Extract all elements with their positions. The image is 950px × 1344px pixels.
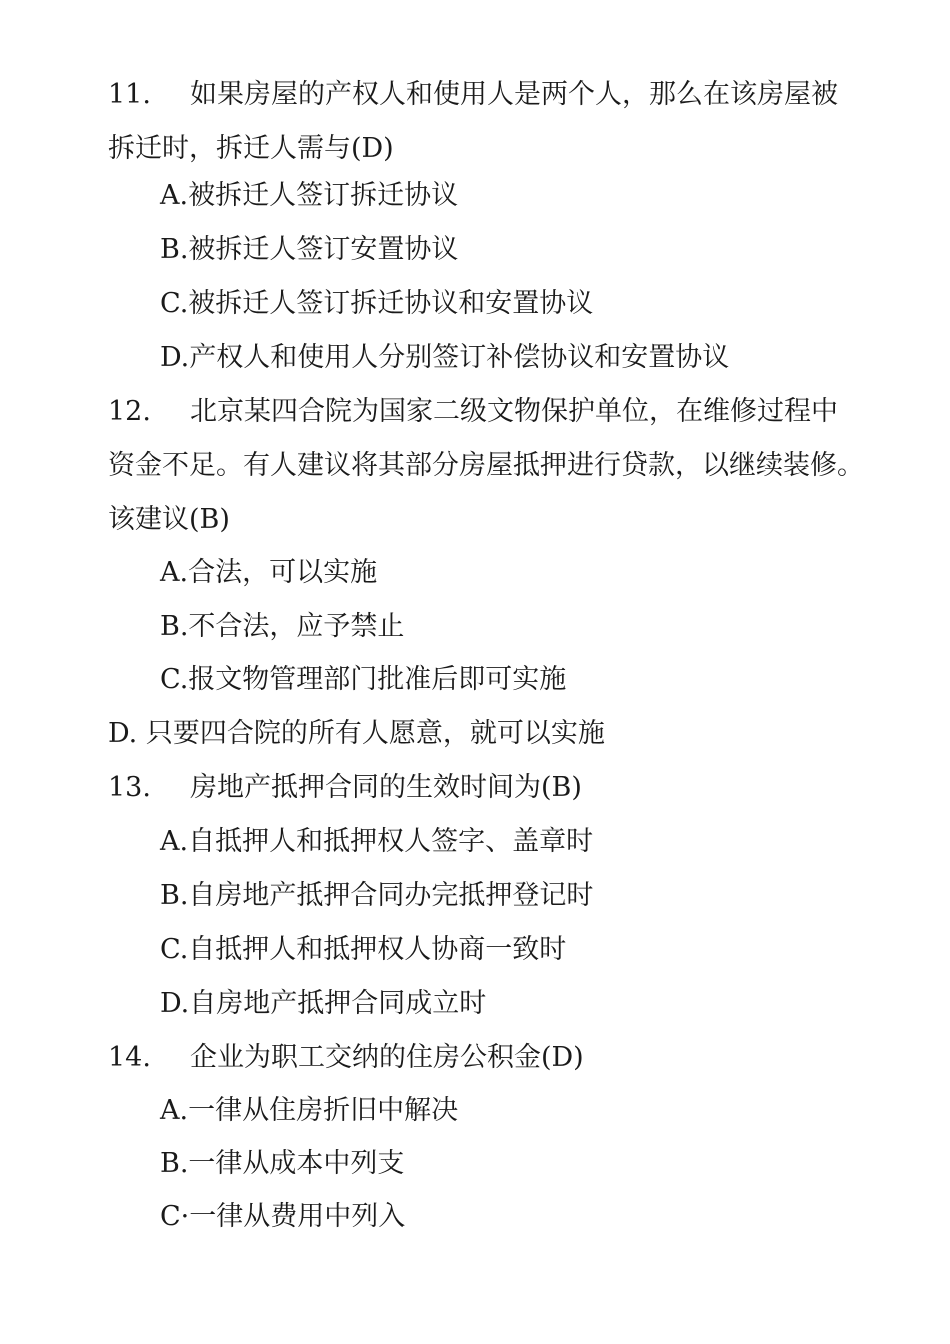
option-b: B.不合法，应予禁止 [160, 611, 405, 642]
option-d: D.产权人和使用人分别签订补偿协议和安置协议 [160, 342, 730, 373]
option-b: B.被拆迁人签订安置协议 [160, 234, 459, 265]
question-stem-line: 企业为职工交纳的住房公积金(D) [190, 1042, 584, 1073]
option-a: A.自抵押人和抵押权人签字、盖章时 [160, 826, 594, 857]
question-stem-line: 如果房屋的产权人和使用人是两个人，那么在该房屋被 [190, 79, 838, 110]
question-number: 12. [108, 396, 151, 427]
question-stem-line: 北京某四合院为国家二级文物保护单位，在维修过程中 [190, 396, 838, 427]
question-number: 14. [108, 1042, 151, 1073]
question-number: 13. [108, 772, 151, 803]
option-b: B.一律从成本中列支 [160, 1148, 405, 1179]
option-c: C.自抵押人和抵押权人协商一致时 [160, 934, 567, 965]
option-d: D. 只要四合院的所有人愿意，就可以实施 [108, 718, 605, 749]
question-stem-line: 房地产抵押合同的生效时间为(B) [190, 772, 582, 803]
option-c: C.被拆迁人签订拆迁协议和安置协议 [160, 288, 594, 319]
question-stem-line: 拆迁时，拆迁人需与(D) [108, 133, 394, 164]
option-c: C.报文物管理部门批准后即可实施 [160, 664, 567, 695]
option-b: B.自房地产抵押合同办完抵押登记时 [160, 880, 594, 911]
question-number: 11. [108, 79, 151, 110]
option-d: D.自房地产抵押合同成立时 [160, 988, 487, 1019]
option-c: C·一律从费用中列入 [160, 1201, 406, 1232]
option-a: A.被拆迁人签订拆迁协议 [160, 180, 459, 211]
question-stem-line: 资金不足。有人建议将其部分房屋抵押进行贷款，以继续装修。 [108, 450, 864, 481]
option-a: A.一律从住房折旧中解决 [160, 1095, 459, 1126]
question-stem-line: 该建议(B) [108, 504, 230, 535]
option-a: A.合法，可以实施 [160, 557, 378, 588]
